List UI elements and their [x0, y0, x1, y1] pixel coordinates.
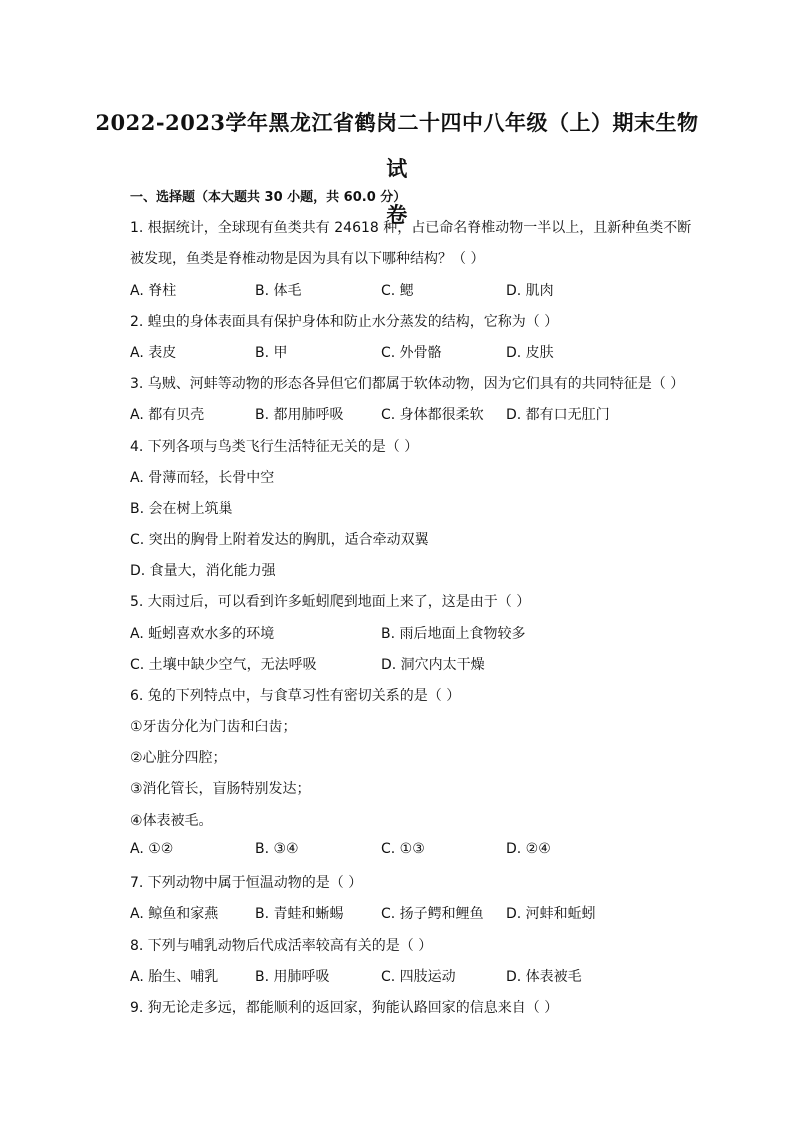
q3-option-a: A. 都有贝壳: [130, 407, 205, 423]
q6-item-4: ④体表被毛。: [130, 813, 213, 829]
q3-option-d: D. 都有口无肛门: [506, 407, 610, 423]
q4-option-a: A. 骨薄而轻，长骨中空: [130, 470, 275, 486]
q8-option-b: B. 用肺呼吸: [255, 969, 330, 985]
question-7-text: 7. 下列动物中属于恒温动物的是（ ）: [130, 875, 363, 891]
q2-option-c: C. 外骨骼: [381, 345, 442, 361]
q1-option-c: C. 鳃: [381, 283, 414, 299]
title-line-2: 卷: [386, 202, 408, 227]
q3-option-c: C. 身体都很柔软: [381, 407, 484, 423]
q4-option-b: B. 会在树上筑巢: [130, 501, 233, 517]
question-6-text: 6. 兔的下列特点中，与食草习性有密切关系的是（ ）: [130, 688, 461, 704]
q5-option-c: C. 土壤中缺少空气，无法呼吸: [130, 657, 317, 673]
q5-option-d: D. 洞穴内太干燥: [381, 657, 485, 673]
q3-option-b: B. 都用肺呼吸: [255, 407, 344, 423]
question-4-text: 4. 下列各项与鸟类飞行生活特征无关的是（ ）: [130, 439, 419, 455]
q6-item-3: ③消化管长，盲肠特别发达；: [130, 781, 311, 797]
q7-option-a: A. 鲸鱼和家燕: [130, 906, 219, 922]
q7-option-d: D. 河蚌和蚯蚓: [506, 906, 596, 922]
title-line-1: 2022-2023学年黑龙江省鹤岗二十四中八年级（上）期末生物试: [95, 110, 699, 181]
q6-option-d: D. ②④: [506, 841, 551, 857]
section-heading: 一、选择题（本大题共 30 小题，共 60.0 分）: [130, 190, 407, 205]
q2-option-d: D. 皮肤: [506, 345, 554, 361]
question-5-text: 5. 大雨过后，可以看到许多蚯蚓爬到地面上来了，这是由于（ ）: [130, 594, 531, 610]
q1-option-a: A. 脊柱: [130, 283, 177, 299]
question-1-line-2: 被发现，鱼类是脊椎动物是因为具有以下哪种结构？（ ）: [130, 251, 485, 267]
q6-option-c: C. ①③: [381, 841, 425, 857]
q2-option-b: B. 甲: [255, 345, 288, 361]
question-1-line-1: 1. 根据统计，全球现有鱼类共有 24618 种，占已命名脊椎动物一半以上，且新种鱼类不断: [130, 220, 692, 236]
q6-option-b: B. ③④: [255, 841, 299, 857]
q7-option-c: C. 扬子鳄和鲤鱼: [381, 906, 484, 922]
q4-option-c: C. 突出的胸骨上附着发达的胸肌，适合牵动双翼: [130, 532, 429, 548]
question-9-text: 9. 狗无论走多远，都能顺利的返回家，狗能认路回家的信息来自（ ）: [130, 1000, 559, 1016]
q1-option-b: B. 体毛: [255, 283, 302, 299]
q2-option-a: A. 表皮: [130, 345, 177, 361]
q5-option-b: B. 雨后地面上食物较多: [381, 626, 526, 642]
q5-option-a: A. 蚯蚓喜欢水多的环境: [130, 626, 275, 642]
q6-item-2: ②心脏分四腔；: [130, 750, 227, 766]
q6-option-a: A. ①②: [130, 841, 174, 857]
q8-option-a: A. 胎生、哺乳: [130, 969, 219, 985]
question-2-text: 2. 蝗虫的身体表面具有保护身体和防止水分蒸发的结构，它称为（ ）: [130, 314, 559, 330]
q7-option-b: B. 青蛙和蜥蜴: [255, 906, 344, 922]
question-3-text: 3. 乌贼、河蚌等动物的形态各异但它们都属于软体动物，因为它们具有的共同特征是（ ）: [130, 376, 685, 392]
q8-option-d: D. 体表被毛: [506, 969, 582, 985]
question-8-text: 8. 下列与哺乳动物后代成活率较高有关的是（ ）: [130, 938, 433, 954]
q8-option-c: C. 四肢运动: [381, 969, 456, 985]
q4-option-d: D. 食量大，消化能力强: [130, 563, 276, 579]
q6-item-1: ①牙齿分化为门齿和臼齿；: [130, 719, 297, 735]
q1-option-d: D. 肌肉: [506, 283, 554, 299]
